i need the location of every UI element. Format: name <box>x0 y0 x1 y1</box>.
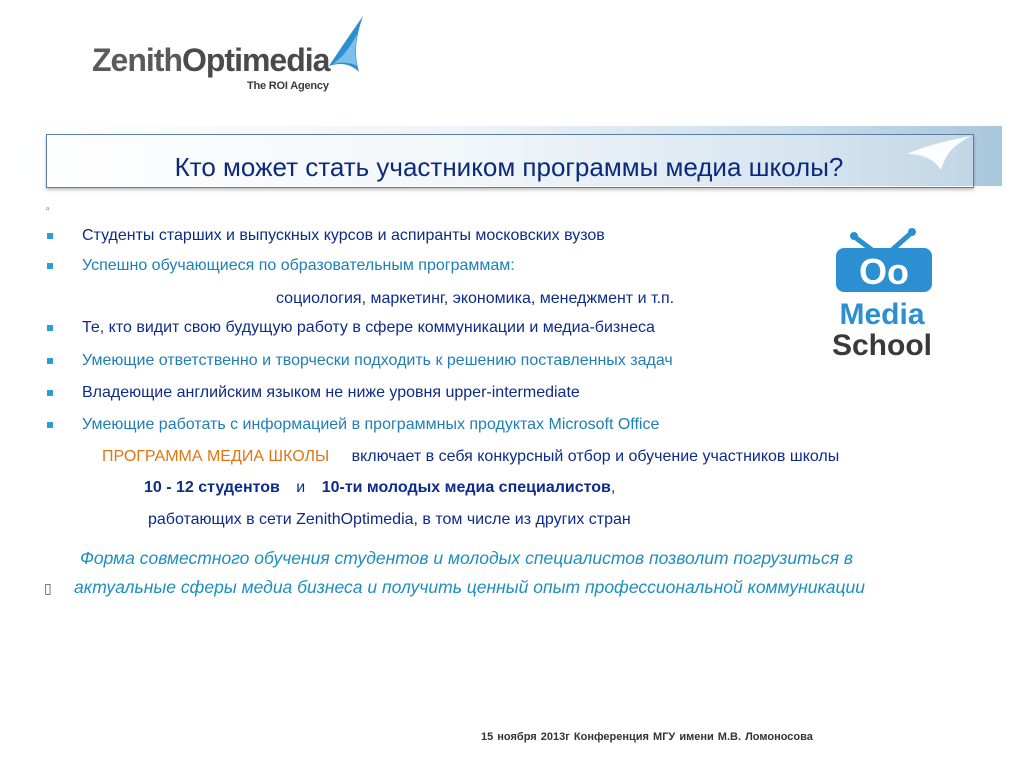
placeholder-box-icon: ▯ <box>44 580 52 596</box>
tv-antenna-icon <box>850 228 916 250</box>
italic-line-2: актуальные сферы медиа бизнеса и получить ценный опыт профессиональной коммуникации <box>74 577 865 597</box>
program-highlight: ПРОГРАММА МЕДИА ШКОЛЫ <box>102 448 330 465</box>
count-conjunction: и <box>296 479 306 496</box>
list-item-text: Успешно обучающиеся по образовательным программам: <box>82 257 515 274</box>
list-item-text: Владеющие английским языком не ниже уровня upper-intermediate <box>82 384 580 401</box>
logo-wordmark <box>92 42 329 79</box>
bullet-square-icon <box>47 390 53 396</box>
list-item-text: Умеющие ответственно и творчески подходить к решению поставленных задач <box>82 352 673 369</box>
students-count: 10 - 12 студентов <box>144 479 280 496</box>
bullet-square-icon <box>47 358 53 364</box>
list-item-text: Умеющие работать с информацией в программных продуктах Microsoft Office <box>82 416 660 433</box>
bullet-square-icon <box>47 422 53 428</box>
bullet-square-icon <box>47 233 53 239</box>
programs-list-text: социология, маркетинг, экономика, менеджмент и т.п. <box>276 290 675 307</box>
logo-part-zenith: Zenith <box>92 42 182 78</box>
band-swoosh-icon <box>905 132 973 174</box>
page-title: Кто может стать участником программы медиа школы? <box>174 152 844 182</box>
logo-part-optimedia: Optimedia <box>181 42 330 78</box>
logo-tagline: The ROI Agency <box>247 80 329 92</box>
specialists-count: 10-ти молодых медиа специалистов <box>321 479 611 496</box>
placeholder-glyph-icon: ▫ <box>46 204 50 215</box>
participants-count-line <box>144 479 615 497</box>
logo-school-text: School <box>831 329 933 360</box>
program-line <box>102 448 839 466</box>
media-school-logo <box>826 224 938 360</box>
list-item-text: Те, кто видит свою будущую работу в сфере коммуникации и медиа-бизнеса <box>82 319 655 336</box>
footer-text: 15 ноября 2013г Конференция МГУ имени М.В. Ломоносова <box>481 731 813 743</box>
logo-oo-text: Oo <box>859 251 909 292</box>
italic-line-1: Форма совместного обучения студентов и молодых специалистов позволит погрузиться в <box>80 548 854 568</box>
count-comma: , <box>610 479 616 496</box>
zenithoptimedia-logo <box>92 14 382 104</box>
list-item-text: Студенты старших и выпускных курсов и аспиранты московских вузов <box>82 227 605 244</box>
program-description: включает в себя конкурсный отбор и обучение участников школы <box>351 448 840 465</box>
working-line: работающих в сети ZenithOptimedia, в том числе из других стран <box>148 511 631 528</box>
logo-swoosh-icon <box>327 14 367 84</box>
bullet-square-icon <box>47 325 53 331</box>
logo-media-text: Media <box>839 298 925 331</box>
bullet-square-icon <box>47 263 53 269</box>
